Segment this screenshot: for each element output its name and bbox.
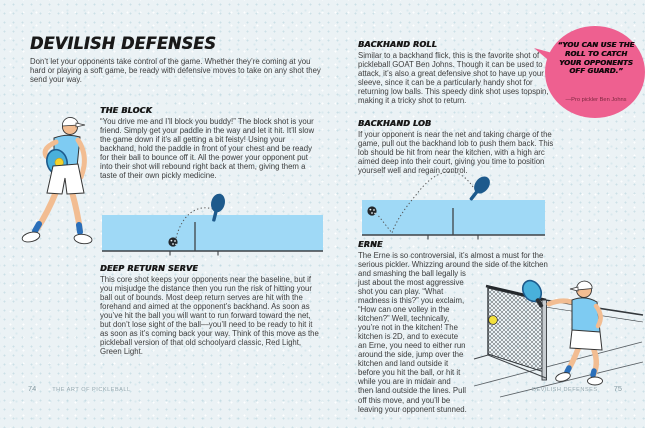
player-shoe — [21, 230, 41, 243]
player-sock — [35, 224, 39, 231]
paddle-icon — [465, 173, 493, 204]
player-shorts — [47, 164, 84, 194]
section-body-deep-return-serve: This core shot keeps your opponents near the baseline, but if you misjudge the distance then you run the risk of hitting your ball out of bounds. Most deep return serves are hit with the forehand and aimed at the opponent’s backhand. As soon as you’ve hit the ball you will want to run forward toward the net, but don’t lose sight of the ball—you’ll need to be ready to hit it as soon as it’s coming back your way. Think of this move as the pickleball version of that old schoolyard classic, Red Light, Green Light. — [100, 275, 319, 357]
player-shirt — [572, 298, 600, 335]
right-page-number: 75 — [613, 384, 622, 393]
intro-paragraph: Don’t let your opponents take control of the game. Whether they’re coming at you hard or playing a soft game, be ready with defensive moves to take on any shot they send your way. — [30, 57, 321, 85]
section-heading-erne: ERNE — [358, 240, 383, 249]
erne-player-illustration — [472, 270, 645, 398]
section-heading-the-block: THE BLOCK — [100, 106, 152, 115]
left-footer-label: THE ART OF PICKLEBALL — [52, 387, 131, 393]
player-sock — [593, 371, 594, 375]
net-post — [542, 300, 547, 380]
section-body-backhand-lob: If your opponent is near the net and taking charge of the game, pull out the backhand lob to push them back. This lob should be hit from near the kitchen, with a high arc aimed deep into their court, giving you time to position yourself well and regain control. — [358, 130, 554, 176]
player-sock — [79, 225, 80, 232]
section-body-erne: The Erne is so controversial, it’s almost a must for the serious pickler. Whizzing around the side of the kitchen and smashing the ball legally is just about the most aggressive shot you can play. “What madness is this?” you exclaim, “How can one volley in the kitchen?” Well, technically, you’re not in the kitchen! The kitchen is 2D, and to execute an Erne, you need to either run around the side, jump over the kitchen and land outside it before you hit the ball, or hit it while you are in midair and then land outside the lines. Pull off this move, and you’ll be leaving your opponent stunned. — [358, 251, 548, 414]
right-footer-label: DEVILISH DEFENSES — [531, 387, 598, 393]
player-sock — [567, 368, 569, 372]
player-arm — [549, 301, 572, 304]
court-diagram-block-shot — [95, 192, 330, 260]
player-cap-brim — [76, 123, 85, 127]
player-shorts — [570, 330, 602, 350]
section-body-backhand-roll: Similar to a backhand flick, this is the favorite shot of pickleball GOAT Ben Johns. Though it can be used to attack, it’s also a great defensive shot to have up your sleeve, since it can be a particularly handy shot for returning low balls. This speedy dink shot uses topspin, making it a tricky shot to return. — [358, 51, 549, 106]
section-heading-backhand-lob: BACKHAND LOB — [358, 119, 432, 128]
player-cap — [577, 281, 593, 290]
court-diagram-lob-shot — [355, 163, 590, 243]
ball-icon — [489, 316, 498, 325]
quote-text: “YOU CAN USE THE ROLL TO CATCH YOUR OPPONENTS OFF GUARD.” — [557, 40, 635, 76]
right-footer — [470, 384, 640, 393]
player-shoe — [73, 233, 92, 245]
page-title: DEVILISH DEFENSES — [30, 33, 217, 54]
left-footer — [28, 384, 131, 393]
pickleball-icon — [168, 237, 177, 246]
player-shoe — [555, 371, 572, 383]
quote-attribution: —Pro pickler Ben Johns — [565, 97, 627, 103]
player-cap-brim — [570, 287, 578, 291]
player-block-illustration — [10, 104, 105, 269]
left-page-number: 74 — [28, 384, 37, 393]
section-body-the-block: “You drive me and I’ll block you buddy!” The block shot is your friend. Simply get your paddle in the way and let it hit. It’ll slow the game down if it’s all getting a bit feisty! Using your backhand, hold the paddle in front of your chest and be ready for their ball to bounce off it. All the power your opponent put into their shot will rebound right back at them, giving them a taste of their own pickly medicine. — [100, 117, 315, 181]
section-heading-backhand-roll: BACKHAND ROLL — [358, 40, 437, 49]
section-heading-deep-return-serve: DEEP RETURN SERVE — [100, 264, 198, 273]
pickleball-icon — [367, 206, 376, 215]
